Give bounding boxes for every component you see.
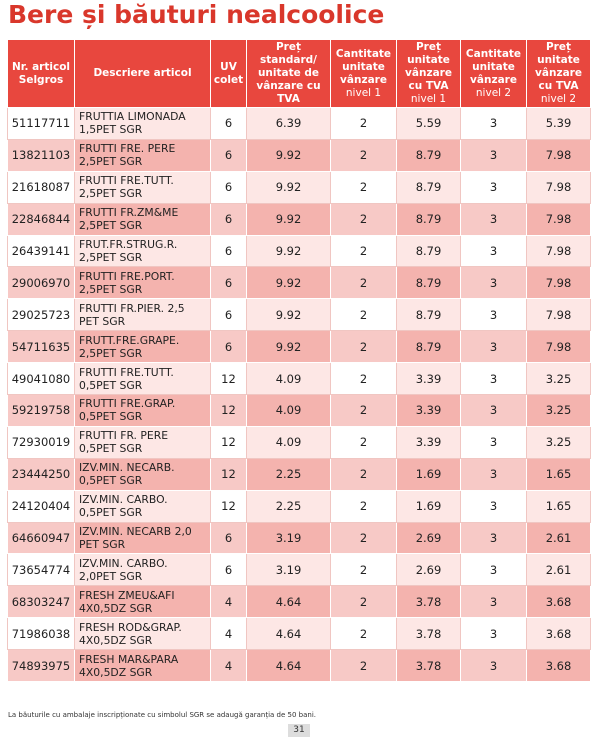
table-row — [8, 267, 591, 299]
header-description: Descriere articol — [75, 40, 211, 108]
cell-qty-level-1: 2 — [331, 554, 397, 586]
cell-price-level-2: 3.68 — [527, 618, 591, 650]
cell-uv: 6 — [211, 108, 247, 140]
cell-description: FRUTTI FR. PERE 0,5PET SGR — [75, 426, 211, 458]
cell-uv: 6 — [211, 203, 247, 235]
cell-price-level-1: 1.69 — [397, 490, 461, 522]
cell-uv: 12 — [211, 426, 247, 458]
cell-standard-price: 6.39 — [247, 108, 331, 140]
cell-standard-price: 4.09 — [247, 395, 331, 427]
header-price-level-2-sub: nivel 2 — [540, 93, 577, 105]
cell-qty-level-2: 3 — [461, 522, 527, 554]
cell-uv: 4 — [211, 650, 247, 682]
cell-article-nr: 68303247 — [8, 586, 75, 618]
cell-qty-level-1: 2 — [331, 522, 397, 554]
cell-uv: 12 — [211, 490, 247, 522]
cell-qty-level-2: 3 — [461, 490, 527, 522]
cell-article-nr: 29006970 — [8, 267, 75, 299]
cell-standard-price: 4.09 — [247, 363, 331, 395]
cell-standard-price: 3.19 — [247, 554, 331, 586]
cell-price-level-2: 7.98 — [527, 235, 591, 267]
cell-description: FRESH ROD&GRAP. 4X0,5DZ SGR — [75, 618, 211, 650]
page-title: Bere și băuturi nealcoolice — [8, 0, 385, 29]
cell-price-level-2: 3.68 — [527, 586, 591, 618]
cell-standard-price: 9.92 — [247, 171, 331, 203]
cell-standard-price: 9.92 — [247, 235, 331, 267]
cell-description: FRUTT.FRE.GRAPE. 2,5PET SGR — [75, 331, 211, 363]
header-qty-level-1 — [331, 40, 397, 108]
cell-article-nr: 22846844 — [8, 203, 75, 235]
cell-price-level-1: 8.79 — [397, 331, 461, 363]
table-row — [8, 395, 591, 427]
cell-price-level-1: 8.79 — [397, 171, 461, 203]
table-row — [8, 618, 591, 650]
cell-article-nr: 13821103 — [8, 139, 75, 171]
cell-article-nr: 74893975 — [8, 650, 75, 682]
cell-qty-level-1: 2 — [331, 139, 397, 171]
cell-article-nr: 23444250 — [8, 458, 75, 490]
cell-qty-level-1: 2 — [331, 108, 397, 140]
cell-price-level-1: 8.79 — [397, 203, 461, 235]
cell-qty-level-2: 3 — [461, 299, 527, 331]
cell-qty-level-2: 3 — [461, 235, 527, 267]
cell-price-level-2: 7.98 — [527, 299, 591, 331]
cell-qty-level-2: 3 — [461, 586, 527, 618]
cell-description: FRUTTI FRE.PORT. 2,5PET SGR — [75, 267, 211, 299]
cell-uv: 6 — [211, 171, 247, 203]
table-row — [8, 299, 591, 331]
cell-price-level-1: 3.39 — [397, 395, 461, 427]
footnote: La băuturile cu ambalaje inscripționate cu simbolul SGR se adaugă garanția de 50 bani. — [8, 711, 316, 719]
cell-description: IZV.MIN. NECARB 2,0 PET SGR — [75, 522, 211, 554]
cell-qty-level-2: 3 — [461, 395, 527, 427]
cell-qty-level-1: 2 — [331, 363, 397, 395]
header-article-nr: Nr. articol Selgros — [8, 40, 75, 108]
cell-description: FRESH MAR&PARA 4X0,5DZ SGR — [75, 650, 211, 682]
cell-description: IZV.MIN. CARBO. 2,0PET SGR — [75, 554, 211, 586]
page-number: 31 — [288, 724, 310, 737]
cell-price-level-1: 8.79 — [397, 139, 461, 171]
cell-qty-level-2: 3 — [461, 458, 527, 490]
cell-article-nr: 24120404 — [8, 490, 75, 522]
cell-qty-level-2: 3 — [461, 203, 527, 235]
cell-qty-level-2: 3 — [461, 108, 527, 140]
table-row — [8, 331, 591, 363]
cell-price-level-1: 3.78 — [397, 618, 461, 650]
cell-price-level-1: 1.69 — [397, 458, 461, 490]
cell-standard-price: 4.09 — [247, 426, 331, 458]
cell-uv: 6 — [211, 554, 247, 586]
cell-article-nr: 54711635 — [8, 331, 75, 363]
header-uv: UV colet — [211, 40, 247, 108]
header-standard-price: Preț standard/ unitate de vânzare cu TVA — [247, 40, 331, 108]
cell-price-level-2: 7.98 — [527, 267, 591, 299]
cell-standard-price: 9.92 — [247, 267, 331, 299]
cell-uv: 4 — [211, 618, 247, 650]
cell-standard-price: 2.25 — [247, 490, 331, 522]
header-price-level-1-sub: nivel 1 — [410, 93, 447, 105]
header-qty-level-2 — [461, 40, 527, 108]
cell-article-nr: 51117711 — [8, 108, 75, 140]
cell-standard-price: 3.19 — [247, 522, 331, 554]
table-row — [8, 108, 591, 140]
cell-price-level-2: 3.25 — [527, 395, 591, 427]
table-row — [8, 554, 591, 586]
cell-article-nr: 72930019 — [8, 426, 75, 458]
table-row — [8, 458, 591, 490]
cell-article-nr: 59219758 — [8, 395, 75, 427]
cell-standard-price: 9.92 — [247, 203, 331, 235]
cell-article-nr: 64660947 — [8, 522, 75, 554]
cell-price-level-2: 3.68 — [527, 650, 591, 682]
cell-qty-level-1: 2 — [331, 171, 397, 203]
cell-price-level-1: 5.59 — [397, 108, 461, 140]
table-header-row — [8, 40, 591, 108]
cell-qty-level-2: 3 — [461, 267, 527, 299]
cell-description: FRUT.FR.STRUG.R. 2,5PET SGR — [75, 235, 211, 267]
table-row — [8, 171, 591, 203]
cell-standard-price: 4.64 — [247, 650, 331, 682]
cell-qty-level-2: 3 — [461, 363, 527, 395]
header-price-level-2-main: Preț unitate vânzare cu TVA — [535, 41, 582, 92]
cell-price-level-1: 3.39 — [397, 426, 461, 458]
header-qty-level-1-main: Cantitate unitate vânzare — [335, 47, 392, 86]
cell-standard-price: 9.92 — [247, 299, 331, 331]
cell-uv: 6 — [211, 522, 247, 554]
cell-price-level-2: 5.39 — [527, 108, 591, 140]
cell-qty-level-2: 3 — [461, 171, 527, 203]
cell-qty-level-1: 2 — [331, 618, 397, 650]
cell-price-level-2: 2.61 — [527, 554, 591, 586]
header-qty-level-2-sub: nivel 2 — [475, 86, 512, 99]
cell-price-level-2: 3.25 — [527, 363, 591, 395]
price-table — [7, 39, 591, 682]
cell-article-nr: 71986038 — [8, 618, 75, 650]
cell-price-level-1: 8.79 — [397, 267, 461, 299]
cell-description: FRUTTI FRE.TUTT. 0,5PET SGR — [75, 363, 211, 395]
cell-description: FRESH ZMEU&AFI 4X0,5DZ SGR — [75, 586, 211, 618]
table-body — [8, 108, 591, 682]
cell-price-level-2: 7.98 — [527, 139, 591, 171]
cell-qty-level-1: 2 — [331, 203, 397, 235]
cell-description: FRUTTI FRE. PERE 2,5PET SGR — [75, 139, 211, 171]
cell-description: FRUTTIA LIMONADA 1,5PET SGR — [75, 108, 211, 140]
cell-qty-level-1: 2 — [331, 235, 397, 267]
cell-price-level-1: 8.79 — [397, 299, 461, 331]
cell-description: FRUTTI FRE.TUTT. 2,5PET SGR — [75, 171, 211, 203]
cell-article-nr: 29025723 — [8, 299, 75, 331]
cell-price-level-2: 1.65 — [527, 490, 591, 522]
cell-uv: 4 — [211, 586, 247, 618]
table-row — [8, 139, 591, 171]
cell-price-level-1: 2.69 — [397, 554, 461, 586]
cell-uv: 12 — [211, 363, 247, 395]
table-row — [8, 586, 591, 618]
cell-qty-level-1: 2 — [331, 490, 397, 522]
cell-standard-price: 4.64 — [247, 586, 331, 618]
cell-standard-price: 9.92 — [247, 331, 331, 363]
table-row — [8, 203, 591, 235]
cell-standard-price: 2.25 — [247, 458, 331, 490]
cell-qty-level-1: 2 — [331, 650, 397, 682]
cell-uv: 6 — [211, 235, 247, 267]
cell-price-level-2: 3.25 — [527, 426, 591, 458]
cell-uv: 6 — [211, 331, 247, 363]
cell-uv: 12 — [211, 458, 247, 490]
cell-qty-level-2: 3 — [461, 554, 527, 586]
cell-uv: 6 — [211, 299, 247, 331]
cell-article-nr: 49041080 — [8, 363, 75, 395]
cell-qty-level-2: 3 — [461, 426, 527, 458]
cell-price-level-2: 7.98 — [527, 331, 591, 363]
cell-article-nr: 73654774 — [8, 554, 75, 586]
cell-price-level-1: 2.69 — [397, 522, 461, 554]
cell-price-level-2: 1.65 — [527, 458, 591, 490]
cell-qty-level-2: 3 — [461, 618, 527, 650]
cell-uv: 12 — [211, 395, 247, 427]
cell-qty-level-1: 2 — [331, 267, 397, 299]
cell-price-level-1: 3.39 — [397, 363, 461, 395]
cell-qty-level-1: 2 — [331, 395, 397, 427]
cell-uv: 6 — [211, 139, 247, 171]
cell-price-level-2: 2.61 — [527, 522, 591, 554]
cell-price-level-1: 8.79 — [397, 235, 461, 267]
table-row — [8, 363, 591, 395]
cell-uv: 6 — [211, 267, 247, 299]
cell-qty-level-2: 3 — [461, 331, 527, 363]
cell-description: FRUTTI FR.PIER. 2,5 PET SGR — [75, 299, 211, 331]
cell-article-nr: 21618087 — [8, 171, 75, 203]
cell-qty-level-1: 2 — [331, 426, 397, 458]
table-row — [8, 235, 591, 267]
cell-description: IZV.MIN. CARBO. 0,5PET SGR — [75, 490, 211, 522]
header-price-level-1 — [397, 40, 461, 108]
cell-price-level-2: 7.98 — [527, 171, 591, 203]
header-qty-level-1-sub: nivel 1 — [345, 86, 382, 99]
cell-qty-level-1: 2 — [331, 331, 397, 363]
cell-description: FRUTTI FR.ZM&ME 2,5PET SGR — [75, 203, 211, 235]
table-row — [8, 522, 591, 554]
header-qty-level-2-main: Cantitate unitate vânzare — [465, 47, 522, 86]
table-row — [8, 426, 591, 458]
cell-qty-level-2: 3 — [461, 650, 527, 682]
cell-price-level-2: 7.98 — [527, 203, 591, 235]
cell-article-nr: 26439141 — [8, 235, 75, 267]
cell-qty-level-1: 2 — [331, 299, 397, 331]
cell-qty-level-1: 2 — [331, 458, 397, 490]
cell-standard-price: 4.64 — [247, 618, 331, 650]
cell-description: FRUTTI FRE.GRAP. 0,5PET SGR — [75, 395, 211, 427]
cell-standard-price: 9.92 — [247, 139, 331, 171]
header-price-level-2 — [527, 40, 591, 108]
table-row — [8, 650, 591, 682]
cell-qty-level-1: 2 — [331, 586, 397, 618]
cell-qty-level-2: 3 — [461, 139, 527, 171]
cell-description: IZV.MIN. NECARB. 0,5PET SGR — [75, 458, 211, 490]
header-price-level-1-main: Preț unitate vânzare cu TVA — [405, 41, 452, 92]
cell-price-level-1: 3.78 — [397, 586, 461, 618]
table-row — [8, 490, 591, 522]
cell-price-level-1: 3.78 — [397, 650, 461, 682]
